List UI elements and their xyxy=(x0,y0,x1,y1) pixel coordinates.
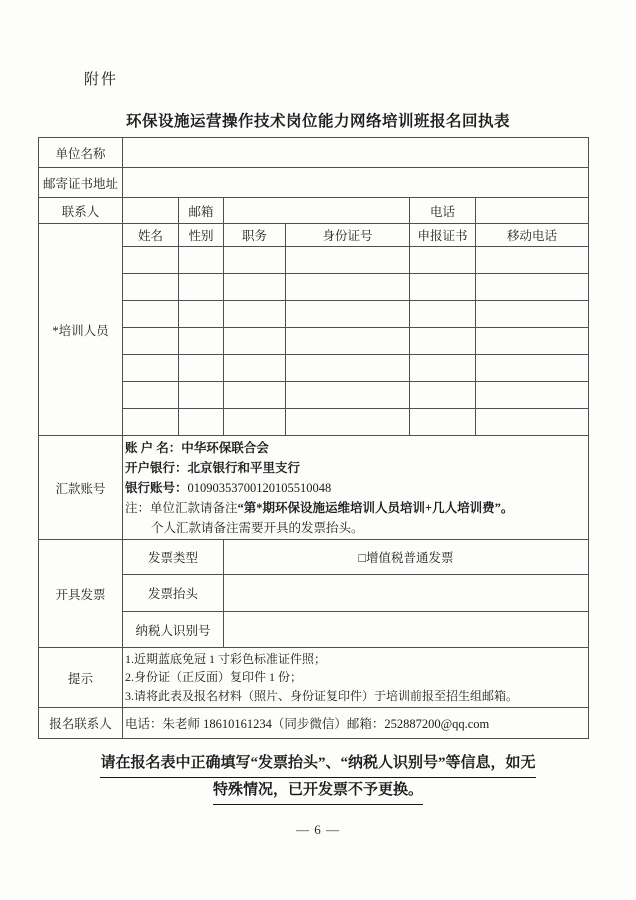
trainee-cell xyxy=(123,409,179,436)
trainee-cell xyxy=(179,301,224,328)
trainee-cell xyxy=(476,274,589,301)
trainee-cell xyxy=(476,301,589,328)
row-unit-name xyxy=(39,138,589,168)
trainee-cell xyxy=(476,409,589,436)
trainee-cell xyxy=(123,328,179,355)
remittance-account-number-line xyxy=(125,478,586,498)
trainee-cell xyxy=(224,247,286,274)
unit-name-value-cell xyxy=(123,138,589,168)
trainee-cell xyxy=(179,382,224,409)
email-label: 邮箱 xyxy=(179,198,224,224)
trainee-cell xyxy=(410,328,476,355)
row-registration-contact xyxy=(39,708,589,739)
trainee-cell xyxy=(224,301,286,328)
trainee-cell xyxy=(286,328,410,355)
trainee-cell xyxy=(286,355,410,382)
trainee-cell xyxy=(224,382,286,409)
tips-content-cell xyxy=(123,648,589,708)
remittance-details-cell xyxy=(123,436,589,540)
trainee-cell xyxy=(224,328,286,355)
footer-note-line2: 特殊情况，已开发票不予更换。 xyxy=(213,778,423,805)
invoice-type-value: □增值税普通发票 xyxy=(224,540,589,575)
trainee-header-certificate: 申报证书 xyxy=(410,224,476,247)
page-title: 环保设施运营操作技术岗位能力网络培训班报名回执表 xyxy=(125,113,510,130)
trainee-cell xyxy=(179,274,224,301)
mailing-address-label: 邮寄证书地址 xyxy=(39,168,123,198)
row-mailing-address xyxy=(39,168,589,198)
registration-contact-label: 报名联系人 xyxy=(39,708,123,739)
row-tips xyxy=(39,648,589,708)
trainee-cell xyxy=(286,274,410,301)
trainee-cell xyxy=(286,409,410,436)
trainee-cell xyxy=(476,355,589,382)
remittance-bank: 开户银行：北京银行和平里支行 xyxy=(125,460,301,475)
trainee-cell xyxy=(410,301,476,328)
trainee-cell xyxy=(123,274,179,301)
trainee-cell xyxy=(179,247,224,274)
contact-value-cell xyxy=(123,198,179,224)
trainee-cell xyxy=(224,274,286,301)
trainee-cell xyxy=(179,409,224,436)
phone-label: 电话 xyxy=(410,198,476,224)
remittance-label: 汇款账号 xyxy=(39,436,123,540)
invoice-type-label: 发票类型 xyxy=(123,540,224,575)
row-remittance xyxy=(39,436,589,540)
remittance-account-number-label: 银行账号： xyxy=(125,480,188,495)
row-invoice-type xyxy=(39,540,589,575)
trainee-cell xyxy=(410,382,476,409)
phone-value-cell xyxy=(476,198,589,224)
trainee-cell xyxy=(476,328,589,355)
trainee-cell xyxy=(410,247,476,274)
invoice-label: 开具发票 xyxy=(39,540,123,648)
mailing-address-value-cell xyxy=(123,168,589,198)
trainee-cell xyxy=(179,355,224,382)
email-value-cell xyxy=(224,198,410,224)
trainee-cell xyxy=(179,328,224,355)
trainee-cell xyxy=(286,382,410,409)
registration-contact-value: 电话：朱老师 18610161234（同步微信）邮箱：252887200@qq.com xyxy=(123,708,589,739)
trainee-header-mobile: 移动电话 xyxy=(476,224,589,247)
trainee-cell xyxy=(123,382,179,409)
row-contact xyxy=(39,198,589,224)
trainee-cell xyxy=(476,247,589,274)
trainee-cell xyxy=(410,355,476,382)
remittance-note-bold: “第*期环保设施运维培训人员培训+几人培训费”。 xyxy=(237,500,514,515)
page-number: — 6 — xyxy=(296,822,340,837)
unit-name-label: 单位名称 xyxy=(39,138,123,168)
tip-item-3: 3.请将此表及报名材料（照片、身份证复印件）于培训前报至招生组邮箱。 xyxy=(125,688,519,703)
invoice-title-value-cell xyxy=(224,575,589,612)
tip-item-1: 1.近期蓝底免冠 1 寸彩色标准证件照； xyxy=(125,651,327,666)
attachment-label: 附件 xyxy=(84,72,119,88)
tips-label: 提示 xyxy=(39,648,123,708)
remittance-account-name: 账 户 名：中华环保联合会 xyxy=(125,440,269,455)
trainees-label: *培训人员 xyxy=(39,224,123,436)
trainee-cell xyxy=(224,355,286,382)
trainee-header-name: 姓名 xyxy=(123,224,179,247)
trainee-cell xyxy=(224,409,286,436)
invoice-tax-id-label: 纳税人识别号 xyxy=(123,612,224,648)
trainee-cell xyxy=(123,301,179,328)
trainee-cell xyxy=(286,301,410,328)
trainee-cell xyxy=(286,247,410,274)
remittance-note-line2: 个人汇款请备注需要开具的发票抬头。 xyxy=(151,520,364,535)
trainee-header-id-number: 身份证号 xyxy=(286,224,410,247)
trainee-cell xyxy=(123,247,179,274)
invoice-title-label: 发票抬头 xyxy=(123,575,224,612)
footer-note-line1: 请在报名表中正确填写“发票抬头”、“纳税人识别号”等信息，如无 xyxy=(100,751,535,778)
contact-label: 联系人 xyxy=(39,198,123,224)
trainee-cell xyxy=(410,409,476,436)
row-trainee-header xyxy=(39,224,589,247)
remittance-note-prefix: 注：单位汇款请备注 xyxy=(125,500,238,515)
remittance-account-number: 01090353700120105510048 xyxy=(187,480,332,495)
footer-note xyxy=(0,751,636,805)
trainee-cell xyxy=(410,274,476,301)
invoice-tax-id-value-cell xyxy=(224,612,589,648)
tip-item-2: 2.身份证（正反面）复印件 1 份； xyxy=(125,670,303,685)
trainee-header-position: 职务 xyxy=(224,224,286,247)
trainee-header-gender: 性别 xyxy=(179,224,224,247)
remittance-note-line1 xyxy=(125,498,586,518)
trainee-cell xyxy=(123,355,179,382)
registration-form-table xyxy=(38,137,589,739)
trainee-cell xyxy=(476,382,589,409)
